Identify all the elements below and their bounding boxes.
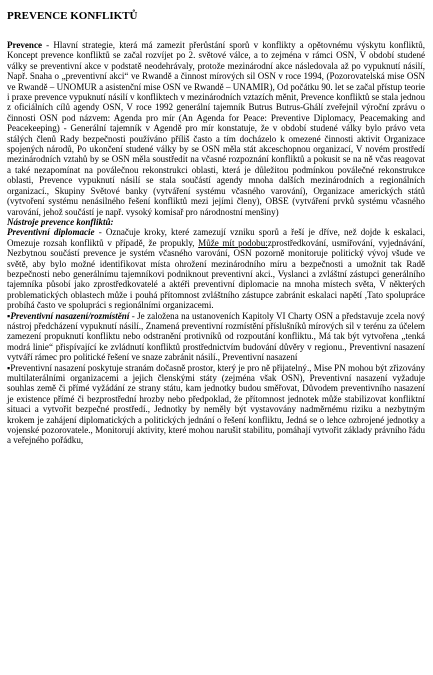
intro-term: Prevence xyxy=(7,40,42,50)
preventive-diplomacy-text-b: zprostředkování, usmiřování, vyjednávání, Nezbytnou součástí prevence je systém včasného varování, OSN pozorně monitoruje politický vývoj všude ve světě, aby bylo možné identifikovat místa ohrožení mezinárodního míru a bezpečnosti a umožnit tak Radě bezpečnosti nebo generálnímu tajemníkovi podniknout preventivní akci., Vyslanci a zvláštní zástupci generálního tajemníka působí jako zprostředkovatelé a aktéři preventivní diplomacie na mnoha místech světa, V některých problematických oblastech může i pouhá přítomnost zvláštního zástupce zabránit eskalaci napětí ,Tato spolupráce probíhá často ve spolupráci s regionálními organizacemi. xyxy=(7,237,426,311)
intro-text: - Hlavní strategie, která má zamezit přerůstání sporů v konflikty a opětovnému výskytu konfliktů, Koncept prevence konfliktů se začal rozvíjet po 2. světové válce, a to zejména v rámci OSN, V období studené války se preventivní akce v podstatě neodehrávaly, protože mezinárodní akce následovala až po vypuknutí násilí, Např. Snaha o „preventivní akci“ ve Rwandě a činnost mírových sil OSN v roce 1994, (Pozorovatelská mise OSN ve Rwandě – UNOMUR a asistenční mise OSN ve Rwandě – UNAMIR), Od počátku 90. let se začal přístup teorie i praxe prevence vypuknutí násilí v konfliktech v mezinárodních vztazích měnit, Prevence konfliktů se stala jednou z oficiálních cílů agendy OSN, V roce 1992 generální tajemník Butrus Butrus-Ghálí zveřejnil výroční zprávu o činnosti OSN pod názvem: Agenda pro mír (An Agenda for Peace: Preventive Diplomacy, Peacemaking and Peacekeeping) - Generální tajemník v Agendě pro mír konstatuje, že v období studené války bylo právo veta stálých členů Rady bezpečnosti používáno příliš často a tím docházelo k omezené činnosti aktivit Organizace spojených národů, Po ukončení studené války by se OSN měla stát akceschopnou organizací, V novém prostředí mezinárodních vztahů by se OSN měla soustředit na včasné rozpoznání konfliktů a pokusit se na ně včas reagovat a také nezapomínat na poválečnou rekonstrukci oblasti, která je důležitou podmínkou poválečné rekonstrukce oblasti, Prevence vypuknutí násilí se stala součástí agendy mnoha dalších mezinárodních a regionálních organizací., Skupiny Světové banky (vytváření systému včasného varování), Organizace amerických států (vytvoření systému nenásilného řešení konfliktů mezi jejími členy), OBSE (vytváření prvků systému včasného varování, jehož součástí je např. vysoký komisař pro národnostní menšiny) xyxy=(7,40,425,217)
tools-heading: Nástroje prevence konfliktů: xyxy=(7,216,114,227)
preventive-diplomacy-paragraph xyxy=(7,227,425,310)
bullet-icon: ▪ xyxy=(7,362,11,373)
preventive-deployment-term: Preventivní nasazení/rozmístění xyxy=(10,310,130,321)
preventive-deployment-text: - Je založena na ustanoveních Kapitoly VI Charty OSN a představuje zcela nový nástroj předcházení vypuknutí násilí., Znamená preventivní rozmístění příslušníků mírových sil v terénu za účelem zamezení propuknutí konfliktu nebo odstranění protivníků od rozpoutání konfliktu., Má tak být vytvořena „tenká modrá linie“ přispívající ke zvládnutí konfliktů prostřednictvím budování důvěry v regionu., Preventivní nasazení vytváří rámec pro politické řešení ve snaze zabránit násilí., Preventivní nasazení xyxy=(7,310,425,363)
preventive-deployment-paragraph xyxy=(7,311,425,363)
preventive-diplomacy-underlined: Může mít podobu: xyxy=(198,237,268,248)
bullet-icon: ▪ xyxy=(7,310,11,321)
deployment-details-text: Preventivní nasazení poskytuje stranám dočasně prostor, který je pro ně přijatelný., Mise PN mohou být zřizovány multilaterálními organizacemi a jejich členskými státy (zejména však OSN), Preventivní nasazení vyžaduje souhlas země či přímé vyžádání ze strany státu, kam jednotky budou směřovat, Důvodem preventivního nasazení je existence přímé či bezprostřední hrozby nebo předpoklad, že přítomnost jednotek může stabilizovat konfliktní situaci a vytvořit bezpečné prostředí., Jednotky by neměly být vystavovány nadměrnému riziku a nezbytným krokem je zahájení diplomatických a politických jednání o řešení konfliktu, Jedná se o lehce ozbrojené jednotky a vojenské pozorovatele., Monitorují aktivity, které mohou narušit stabilitu, pomáhají vytvořit základy právního řádu a veřejného pořádku, xyxy=(7,362,425,446)
preventive-diplomacy-term: Preventivní diplomacie xyxy=(7,227,95,238)
intro-paragraph xyxy=(7,40,425,217)
preventive-diplomacy-text-a: - Označuje kroky, které zamezují vzniku sporů a řeší je dříve, než dojde k eskalaci, Omezuje rozsah konfliktů v případě, že propukly, xyxy=(7,227,426,248)
deployment-details-paragraph xyxy=(7,363,425,446)
document-title: PREVENCE KONFLIKTŮ xyxy=(7,10,138,22)
